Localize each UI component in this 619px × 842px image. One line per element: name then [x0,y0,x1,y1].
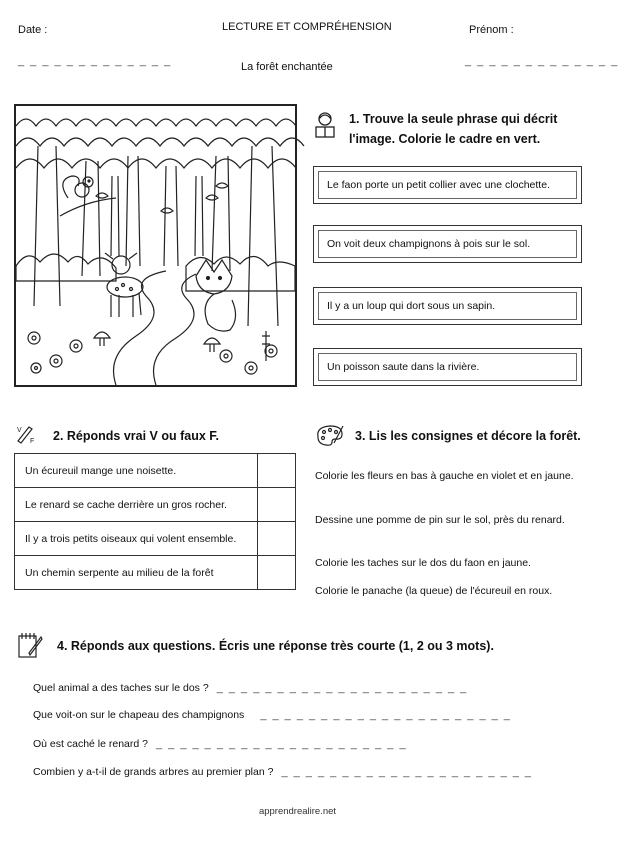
section4-title: 4. Réponds aux questions. Écris une réponse très courte (1, 2 ou 3 mots). [57,639,494,653]
choice-box-4[interactable] [313,348,582,386]
question-4-text: Combien y a-t-il de grands arbres au premier plan ? [33,766,274,778]
instruction-4: Colorie le panache (la queue) de l'écureuil en roux. [315,585,553,597]
footer-site: apprendrealire.net [258,806,337,817]
svg-text:F: F [30,438,35,445]
palette-icon [314,423,344,447]
table-row [15,556,296,590]
statement-2: Le renard se cache derrière un gros rocher. [15,488,258,522]
choice-box-2[interactable] [313,225,582,263]
date-answer-line[interactable]: _ _ _ _ _ _ _ _ _ _ _ _ _ [18,55,172,67]
choice-text-2: On voit deux champignons à pois sur le sol. [318,230,577,258]
answer-line-2[interactable]: _ _ _ _ _ _ _ _ _ _ _ _ _ _ _ _ _ _ _ _ _ [260,709,512,721]
date-label: Date : [18,24,48,36]
pencil-vf-icon [15,423,37,445]
name-label: Prénom : [469,24,514,36]
tree-canopy [16,119,304,168]
svg-text:V: V [17,427,22,434]
vf-answer-box-4[interactable] [258,556,296,590]
instruction-2: Dessine une pomme de pin sur le sol, près du renard. [315,514,565,526]
question-3-text: Où est caché le renard ? [33,738,148,750]
section1-title: 1. Trouve la seule phrase qui décrit l'image. Colorie le cadre en vert. [349,112,558,146]
statement-4: Un chemin serpente au milieu de la forêt [15,556,258,590]
vf-answer-box-1[interactable] [258,454,296,488]
table-row [15,522,296,556]
section3-title: 3. Lis les consignes et décore la forêt. [355,429,581,443]
forest-path [114,271,197,385]
question-4 [33,766,533,778]
vf-answer-box-2[interactable] [258,488,296,522]
choice-box-3[interactable] [313,287,582,325]
choice-text-1: Le faon porte un petit collier avec une clochette. [318,171,577,199]
answer-line-1[interactable]: _ _ _ _ _ _ _ _ _ _ _ _ _ _ _ _ _ _ _ _ _ [216,682,468,694]
notepad-pencil-icon [17,631,43,659]
page-title: LECTURE ET COMPRÉHENSION [222,21,392,33]
choice-box-1[interactable] [313,166,582,204]
forest-illustration [14,104,297,387]
reading-child-icon [313,111,337,139]
table-row [15,488,296,522]
choice-text-4: Un poisson saute dans la rivière. [318,353,577,381]
statement-3: Il y a trois petits oiseaux qui volent ensemble. [15,522,258,556]
table-row [15,454,296,488]
squirrel [63,176,93,198]
name-answer-line[interactable]: _ _ _ _ _ _ _ _ _ _ _ _ _ [465,55,619,67]
question-1-text: Quel animal a des taches sur le dos ? [33,682,209,694]
instruction-1: Colorie les fleurs en bas à gauche en violet et en jaune. [315,470,574,482]
question-2-text: Que voit-on sur le chapeau des champignons [33,709,245,721]
statement-1: Un écureuil mange une noisette. [15,454,258,488]
answer-line-4[interactable]: _ _ _ _ _ _ _ _ _ _ _ _ _ _ _ _ _ _ _ _ _ [281,766,533,778]
bushes [16,254,295,291]
mushrooms [94,332,220,352]
question-2 [33,709,511,721]
true-false-table [14,453,296,590]
section2-title: 2. Réponds vrai V ou faux F. [53,429,220,443]
flowers [28,331,277,374]
tree-trunks [34,146,278,326]
answer-line-3[interactable]: _ _ _ _ _ _ _ _ _ _ _ _ _ _ _ _ _ _ _ _ _ [155,738,408,750]
vf-answer-box-3[interactable] [258,522,296,556]
story-title: La forêt enchantée [241,61,333,73]
instruction-3: Colorie les taches sur le dos du faon en jaune. [315,557,531,569]
question-3 [33,738,407,750]
choice-text-3: Il y a un loup qui dort sous un sapin. [318,292,577,320]
question-1 [33,682,468,694]
